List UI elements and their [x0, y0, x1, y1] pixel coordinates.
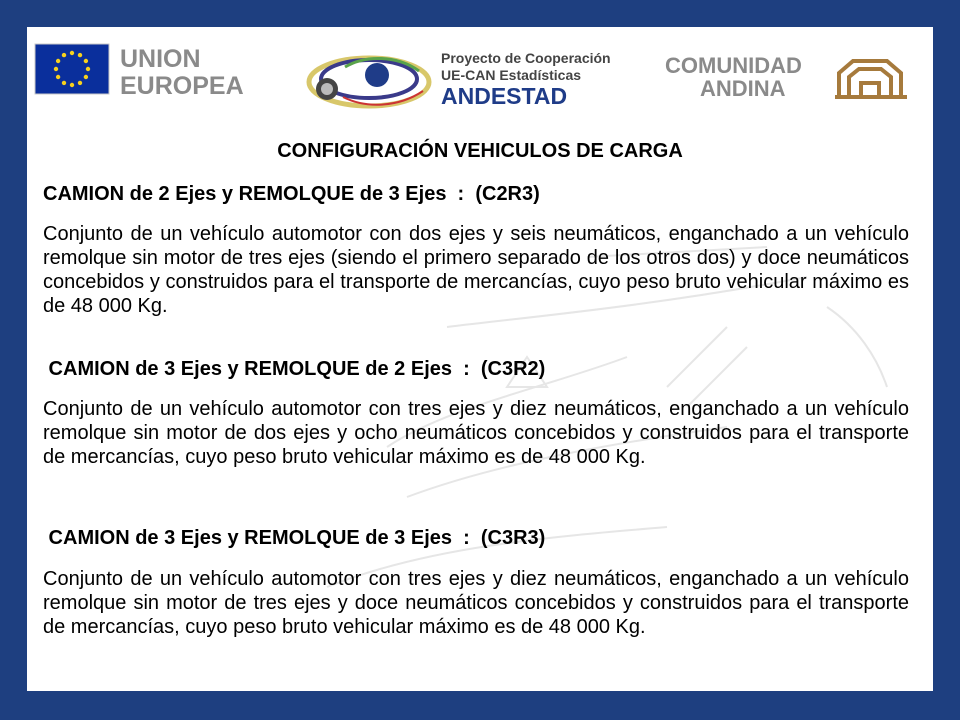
section-heading-c3r3: CAMION de 3 Ejes y REMOLQUE de 3 Ejes : (C3R3) [43, 527, 546, 549]
eu-star [56, 59, 60, 63]
page-title: CONFIGURACIÓN VEHICULOS DE CARGA [277, 140, 683, 162]
eu-star [62, 53, 66, 57]
header-logos [27, 27, 933, 122]
eu-star [84, 59, 88, 63]
eu-star [70, 83, 74, 87]
eu-logo-line1: UNION [120, 45, 201, 73]
eu-star [62, 81, 66, 85]
eu-star [56, 75, 60, 79]
eu-star [84, 75, 88, 79]
section-heading-c2r3: CAMION de 2 Ejes y REMOLQUE de 3 Ejes : (C2R3) [43, 183, 540, 205]
andestad-emblem-icon [309, 58, 429, 106]
can-logo-line1: COMUNIDAD [665, 53, 802, 78]
section-heading-c3r2: CAMION de 3 Ejes y REMOLQUE de 2 Ejes : (C3R2) [43, 358, 546, 380]
content-panel [27, 27, 933, 691]
eu-star [78, 53, 82, 57]
andean-community-icon [835, 61, 907, 97]
eu-star [54, 67, 58, 71]
eu-star [70, 51, 74, 55]
section-body-c2r3: Conjunto de un vehículo automotor con dos ejes y seis neumáticos, enganchado a un vehículo remolque sin motor de tres ejes (siendo el primero separado de los otros dos) y doce neumáticos concebidos y construidos para el transporte de mercancías, cuyo peso bruto vehicular máximo es de 48 000 Kg. [43, 223, 909, 317]
eu-star [78, 81, 82, 85]
eu-logo [35, 44, 244, 100]
project-logo-line2: UE-CAN Estadísticas [441, 67, 582, 83]
project-logo-line3: ANDESTAD [441, 83, 568, 109]
section-body-c3r2: Conjunto de un vehículo automotor con tres ejes y diez neumáticos, enganchado a un vehículo remolque sin motor de dos ejes y ocho neumáticos concebidos y construidos para el transporte de mercancías, cuyo peso bruto vehicular máximo es de 48 000 Kg. [43, 398, 909, 468]
can-logo-line2: ANDINA [700, 76, 786, 101]
section-body-c3r3: Conjunto de un vehículo automotor con tres ejes y diez neumáticos, enganchado a un vehículo remolque sin motor de tres ejes y doce neumáticos concebidos y construidos para el transporte de mercancías, cuyo peso bruto vehicular máximo es de 48 000 Kg. [43, 568, 909, 638]
project-logo-line1: Proyecto de Cooperación [441, 50, 611, 66]
eu-star [86, 67, 90, 71]
eu-logo-line2: EUROPEA [120, 72, 244, 100]
